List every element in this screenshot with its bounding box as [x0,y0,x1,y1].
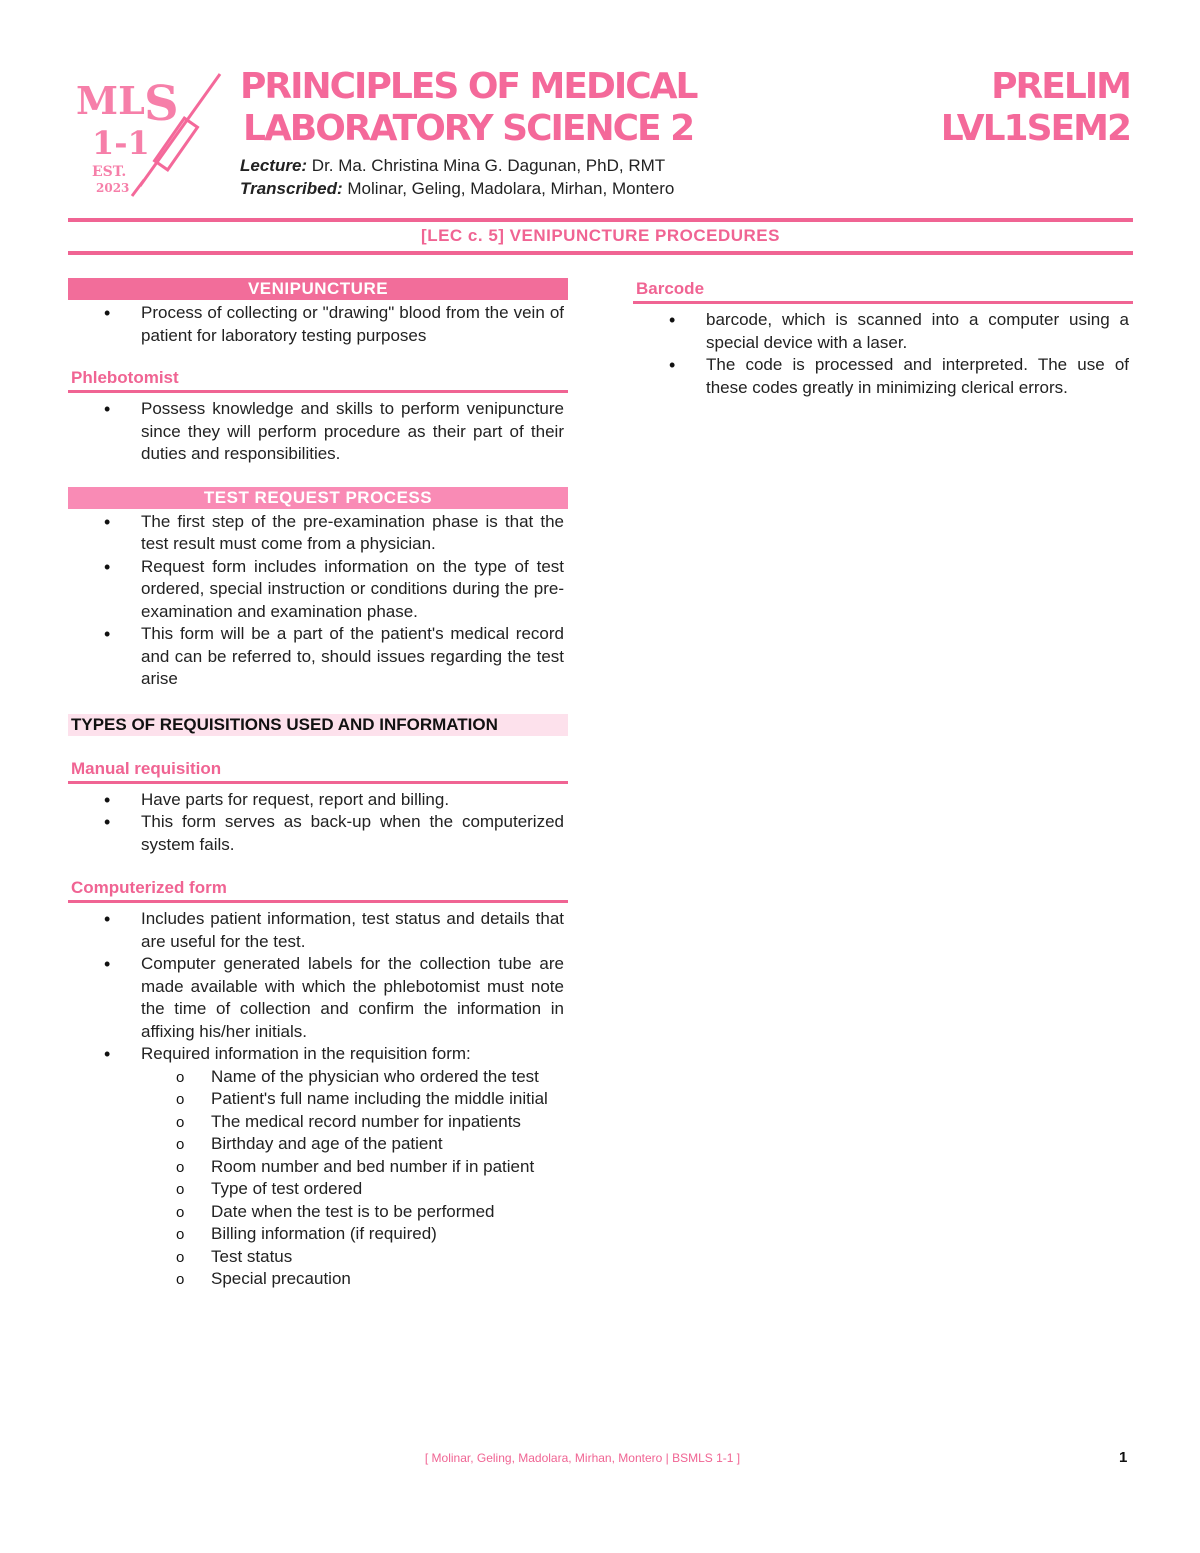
barcode-heading: Barcode [633,278,1133,304]
list-item: • Have parts for request, report and billing. [68,789,568,812]
required-information-list [68,1066,568,1291]
sub-list-item: o Name of the physician who ordered the test [68,1066,568,1089]
list-item: • This form serves as back-up when the computerized system fails. [68,811,568,856]
transcribed-label: Transcribed: [240,179,343,198]
sub-list-item: o Billing information (if required) [68,1223,568,1246]
list-item: • The code is processed and interpreted. The use of these codes greatly in minimizing clerical errors. [633,354,1133,399]
title-line-1: PRINCIPLES OF MEDICAL [240,66,697,107]
venipuncture-heading: VENIPUNCTURE [68,278,568,300]
list-item: • barcode, which is scanned into a computer using a special device with a laser. [633,309,1133,354]
list-item: • This form will be a part of the patient's medical record and can be referred to, should issues regarding the test arise [68,623,568,691]
phlebotomist-list [68,398,568,466]
class-logo [70,68,232,202]
computerized-form-heading: Computerized form [68,877,568,903]
sub-list-item: o Date when the test is to be performed [68,1201,568,1224]
lecture-line [240,154,674,177]
computerized-form-list [68,908,568,1066]
transcribed-value: Molinar, Geling, Madolara, Mirhan, Montero [342,179,675,198]
venipuncture-list [68,302,568,347]
lecture-label: Lecture: [240,156,308,175]
page-footer: [ Molinar, Geling, Madolara, Mirhan, Montero | BSMLS 1-1 ] [424,1451,741,1465]
right-column [633,278,1133,399]
sub-list-item: o Test status [68,1246,568,1269]
sub-list-item: o Room number and bed number if in patient [68,1156,568,1179]
list-item: • The first step of the pre-examination phase is that the test result must come from a physician. [68,511,568,556]
sub-list-item: o The medical record number for inpatients [68,1111,568,1134]
term-label: PRELIM [991,66,1130,107]
lecture-value: Dr. Ma. Christina Mina G. Dagunan, PhD, RMT [307,156,666,175]
sub-list-item: o Patient's full name including the middle initial [68,1088,568,1111]
test-request-list [68,511,568,691]
list-item: • Process of collecting or "drawing" blood from the vein of patient for laboratory testing purposes [68,302,568,347]
lecture-topic-title: [LEC c. 5] VENIPUNCTURE PROCEDURES [421,226,780,245]
list-item: • Required information in the requisition form: [68,1043,568,1066]
manual-requisition-list [68,789,568,857]
barcode-list [633,309,1133,399]
test-request-heading: TEST REQUEST PROCESS [68,487,568,509]
credits [240,154,674,200]
sub-list-item: o Birthday and age of the patient [68,1133,568,1156]
phlebotomist-heading: Phlebotomist [68,367,568,393]
sub-list-item: o Special precaution [68,1268,568,1291]
logo-ml: ML [76,78,145,123]
document-title [240,66,696,150]
logo-year: 2023 [96,181,130,195]
manual-requisition-heading: Manual requisition [68,758,568,784]
title-line-2: LABORATORY SCIENCE 2 [243,108,694,149]
list-item: • Computer generated labels for the collection tube are made available with which the phlebotomist must note the time of collection and confirm the information in affixing his/her initials. [68,953,568,1043]
term-block [941,66,1130,150]
list-item: • Request form includes information on the type of test ordered, special instruction or conditions during the pre- examination and examination phase. [68,556,568,624]
types-of-requisitions-heading: TYPES OF REQUISITIONS USED AND INFORMATION [68,714,568,736]
level-label: LVL1SEM2 [940,108,1130,149]
list-item: • Includes patient information, test status and details that are useful for the test. [68,908,568,953]
transcribed-line [240,177,674,200]
page-number: 1 [1119,1449,1128,1466]
logo-section: 1-1 [92,124,150,162]
logo-s: S [144,76,179,132]
list-item: • Possess knowledge and skills to perform venipuncture since they will perform procedure as their part of their duties and responsibilities. [68,398,568,466]
sub-list-item: o Type of test ordered [68,1178,568,1201]
bottom-divider [68,251,1133,255]
top-divider [68,218,1133,222]
left-column [68,278,568,1291]
logo-est: EST. [92,164,127,180]
